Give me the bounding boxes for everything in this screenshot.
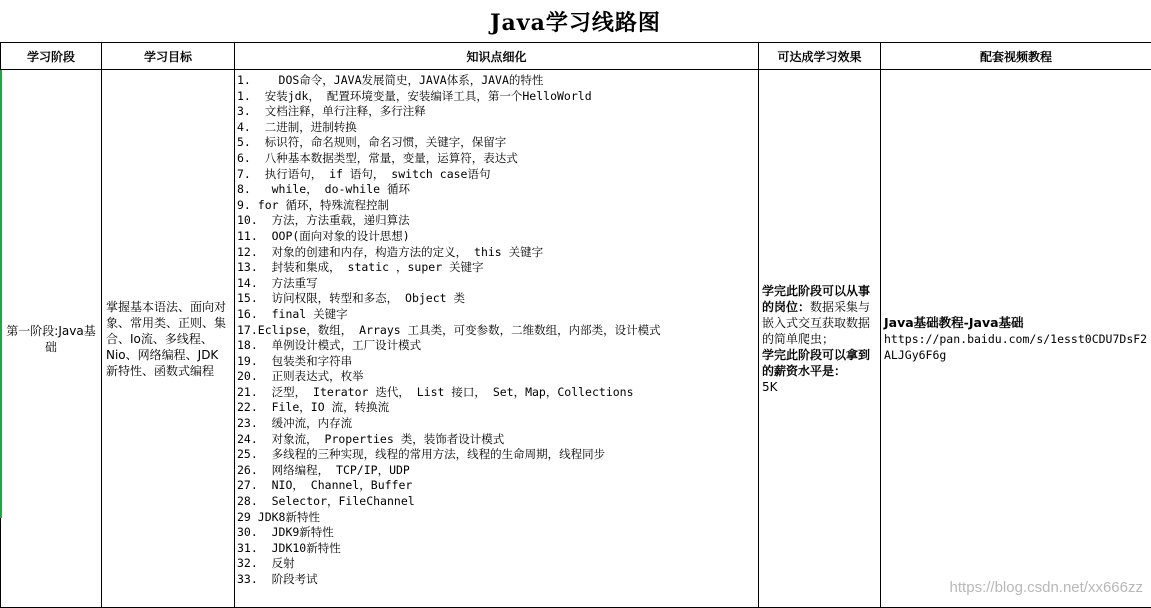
list-item: 33. 阶段考试 — [237, 572, 758, 588]
video-cell — [881, 70, 1151, 608]
header-row — [1, 43, 1151, 70]
table-row — [1, 70, 1151, 608]
stage-cell: 第一阶段:Java基础 — [1, 70, 102, 608]
list-item: 18. 单例设计模式，工厂设计模式 — [237, 338, 758, 354]
list-item: 14. 方法重写 — [237, 276, 758, 292]
list-item: 3. 文档注释，单行注释，多行注释 — [237, 104, 758, 120]
header-effect: 可达成学习效果 — [759, 43, 881, 70]
list-item: 28. Selector，FileChannel — [237, 494, 758, 510]
list-item: 30. JDK9新特性 — [237, 525, 758, 541]
list-item: 24. 对象流， Properties 类，装饰者设计模式 — [237, 432, 758, 448]
video-title: Java基础教程-Java基础 — [884, 315, 1148, 331]
header-video: 配套视频教程 — [881, 43, 1151, 70]
page-title: Java学习线路图 — [0, 0, 1151, 42]
list-item: 8. while， do-while 循环 — [237, 182, 758, 198]
list-item: 29 JDK8新特性 — [237, 510, 758, 526]
list-item: 22. File，IO 流，转换流 — [237, 400, 758, 416]
list-item: 12. 对象的创建和内存，构造方法的定义， this 关键字 — [237, 245, 758, 261]
list-item: 1. 安装jdk， 配置环境变量，安装编译工具，第一个HelloWorld — [237, 89, 758, 105]
selection-marker — [0, 70, 2, 518]
list-item: 17.Eclipse，数组， Arrays 工具类，可变参数，二维数组，内部类，设计模式 — [237, 323, 758, 339]
list-item: 21. 泛型， Iterator 迭代， List 接口， Set，Map，Collections — [237, 385, 758, 401]
list-item: 13. 封装和集成， static ，super 关键字 — [237, 260, 758, 276]
list-item: 32. 反射 — [237, 556, 758, 572]
list-item: 7. 执行语句， if 语句， switch case语句 — [237, 167, 758, 183]
header-stage: 学习阶段 — [1, 43, 102, 70]
list-item: 19. 包装类和字符串 — [237, 354, 758, 370]
list-item: 26. 网络编程， TCP/IP，UDP — [237, 463, 758, 479]
header-points: 知识点细化 — [235, 43, 759, 70]
effect-job-label: 学完此阶段可以从事的岗位： — [762, 284, 870, 314]
watermark: https://blog.csdn.net/xx666zz — [950, 579, 1143, 596]
list-item: 31. JDK10新特性 — [237, 541, 758, 557]
list-item: 5. 标识符，命名规则，命名习惯，关键字，保留字 — [237, 135, 758, 151]
effect-job-text: 数据采集与嵌入式交互获取数据的简单爬虫； — [762, 300, 870, 346]
list-item: 9. for 循环，特殊流程控制 — [237, 198, 758, 214]
effect-salary-label: 学完此阶段可以拿到的薪资水平是： — [762, 348, 870, 378]
list-item: 10. 方法，方法重载，递归算法 — [237, 213, 758, 229]
list-item: 4. 二进制，进制转换 — [237, 120, 758, 136]
points-cell — [235, 70, 759, 608]
list-item: 20. 正则表达式，枚举 — [237, 369, 758, 385]
effect-cell — [759, 70, 881, 608]
roadmap-table — [0, 42, 1151, 608]
list-item: 27. NIO， Channel，Buffer — [237, 478, 758, 494]
video-link[interactable]: https://pan.baidu.com/s/1esst0CDU7DsF2ALJGy6F6g — [884, 331, 1148, 363]
list-item: 11. OOP(面向对象的设计思想) — [237, 229, 758, 245]
list-item: 1. DOS命令，JAVA发展简史，JAVA体系，JAVA的特性 — [237, 73, 758, 89]
list-item: 16. final 关键字 — [237, 307, 758, 323]
list-item: 6. 八种基本数据类型，常量，变量，运算符，表达式 — [237, 151, 758, 167]
effect-salary-value: 5K — [762, 380, 778, 394]
goal-cell: 掌握基本语法、面向对象、常用类、正则、集合、Io流、多线程、Nio、网络编程、JDK新特性、函数式编程 — [102, 70, 235, 608]
header-goal: 学习目标 — [102, 43, 235, 70]
list-item: 25. 多线程的三种实现，线程的常用方法，线程的生命周期，线程同步 — [237, 447, 758, 463]
list-item: 23. 缓冲流，内存流 — [237, 416, 758, 432]
list-item: 15. 访问权限，转型和多态， Object 类 — [237, 291, 758, 307]
